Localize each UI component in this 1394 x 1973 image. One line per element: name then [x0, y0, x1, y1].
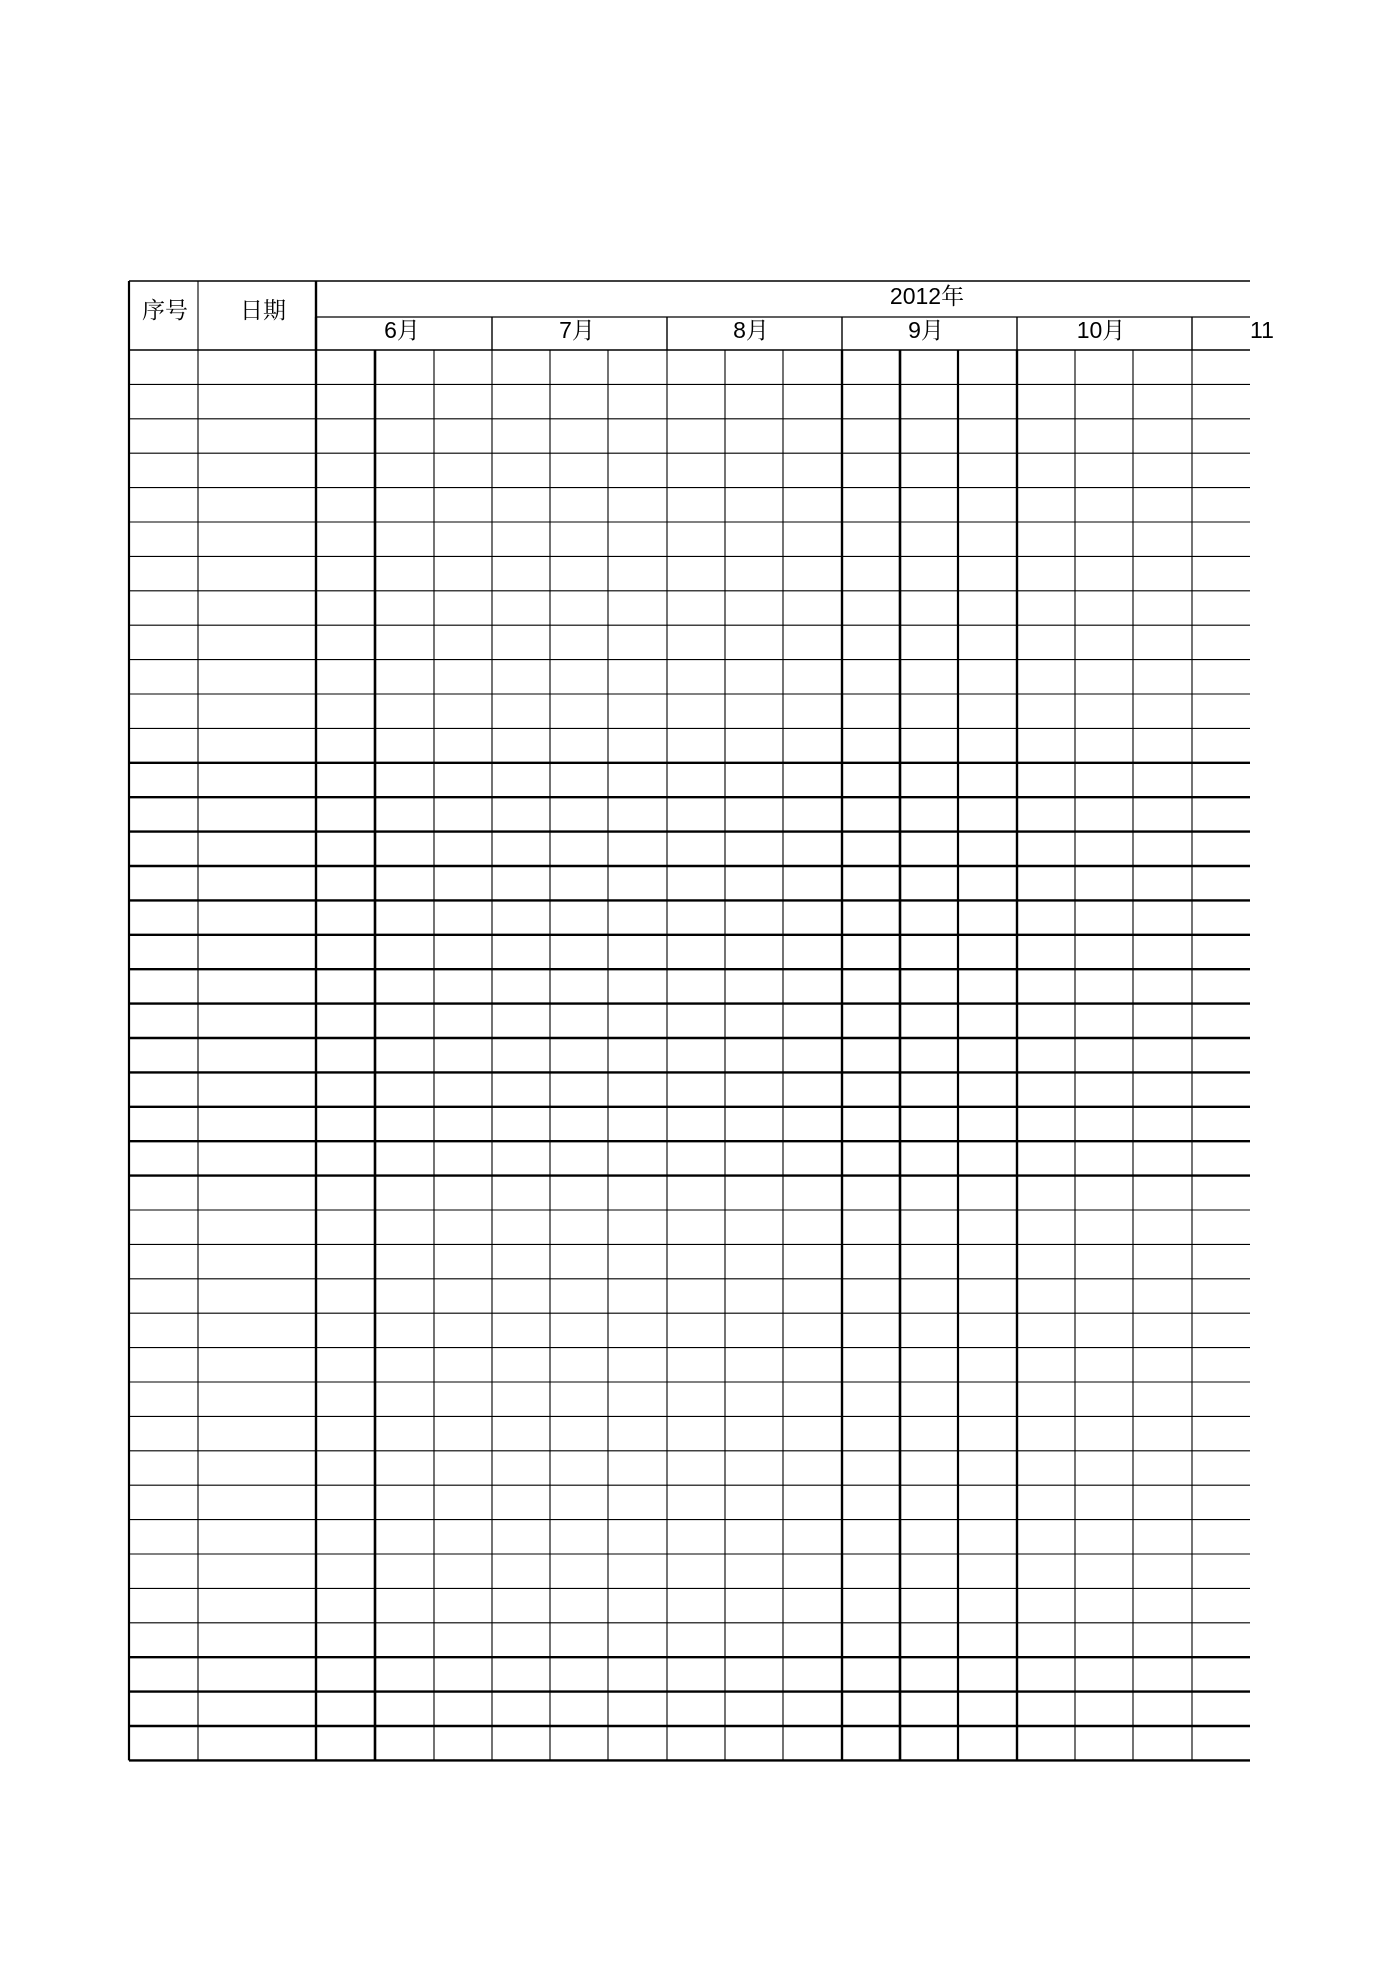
seq-header: 序号: [142, 297, 188, 323]
date-header: 日期: [240, 297, 286, 323]
table-header: [142, 283, 1274, 343]
month-header-10: 10月: [1076, 317, 1126, 343]
month-header-9: 9月: [908, 317, 944, 343]
month-header-7: 7月: [559, 317, 595, 343]
year-header: 2012年: [889, 283, 965, 309]
month-header-11-clipped: 11: [1250, 317, 1274, 343]
month-header-6: 6月: [384, 317, 420, 343]
table-grid: [129, 281, 1250, 1760]
month-header-8: 8月: [733, 317, 769, 343]
